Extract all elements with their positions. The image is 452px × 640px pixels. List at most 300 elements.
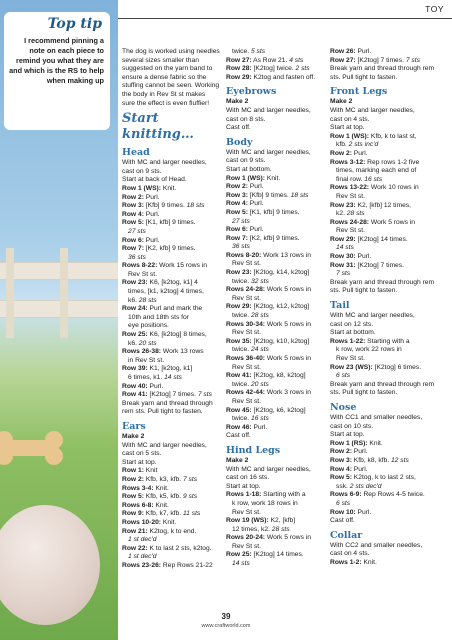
pattern-text: Rev St st.: [232, 329, 261, 337]
row-instruction: [122, 262, 220, 271]
pattern-text: Row 3:: [122, 202, 144, 210]
pattern-text: Row 4:: [122, 210, 144, 218]
pattern-text: Rev St st.: [128, 270, 157, 278]
pattern-text: [122, 493, 220, 502]
pattern-text: [122, 545, 220, 554]
pattern-text: Row 28:: [226, 65, 252, 73]
pattern-text: Row 1 (WS):: [330, 132, 370, 140]
pattern-text: [Kfb] 9 times.: [145, 202, 185, 210]
pattern-text: Row 2:: [330, 448, 352, 456]
pattern-text: [226, 235, 324, 244]
pattern-text: 27 sts: [128, 227, 146, 235]
pattern-text: Row 4:: [330, 465, 352, 473]
pattern-text: 32 sts: [250, 277, 269, 285]
pattern-text: Row 3:: [330, 456, 352, 464]
pattern-text: Rev St st.: [336, 227, 365, 235]
pattern-text: [330, 483, 442, 492]
pattern-text: [K2tog] 7 times.: [357, 56, 404, 64]
pattern-text: [122, 340, 220, 349]
header-rule: [118, 18, 452, 19]
pattern-text: 14 sts: [336, 244, 354, 252]
pattern-text: Row 19 (WS):: [226, 517, 269, 525]
pattern-text: [122, 254, 220, 263]
pattern-text: Row 25:: [226, 551, 252, 559]
pattern-text: Row 2:: [122, 475, 144, 483]
pattern-text: [330, 210, 442, 219]
pattern-text: [330, 509, 442, 518]
pattern-text: [226, 560, 324, 569]
pattern-text: [226, 321, 324, 330]
pattern-text: K1, [k2tog, k1]: [149, 365, 193, 373]
row-instruction: [122, 219, 220, 228]
pattern-text: Row 1 (WS):: [226, 174, 266, 182]
pattern-text: Rows 6-8:: [122, 501, 154, 509]
pattern-text: cast on 5 sts.: [122, 450, 162, 458]
pattern-text: [122, 519, 220, 528]
pattern-text: Purl.: [249, 200, 264, 208]
pattern-text: [330, 262, 442, 271]
pattern-text: [330, 219, 442, 228]
pattern-text: Break yarn and thread through rem sts. Pull tight to fasten.: [330, 380, 435, 397]
pattern-text: Rows 3-4:: [122, 484, 154, 492]
pattern-text: [330, 466, 442, 475]
pattern-text: Rows 13-22:: [330, 184, 370, 192]
pattern-text: [330, 457, 442, 466]
pattern-text: Row 27:: [226, 56, 252, 64]
pattern-text: [330, 159, 442, 168]
pattern-text: Kfb, k7, kfb.: [145, 510, 182, 518]
pattern-text: [330, 253, 442, 262]
pattern-text: [226, 457, 324, 466]
pattern-text: Cast off.: [226, 124, 251, 132]
pattern-text: Rev St st.: [232, 363, 261, 371]
pattern-text: [330, 98, 442, 107]
pattern-text: 14 sts: [232, 560, 250, 568]
row-instruction: [122, 331, 220, 340]
pattern-text: Row 30:: [330, 253, 356, 261]
pattern-text: final row.: [336, 175, 363, 183]
pattern-text: [226, 175, 324, 184]
pattern-text: Knit.: [162, 184, 177, 192]
column-2: [226, 48, 324, 569]
pattern-text: Rev St st.: [336, 355, 365, 362]
pattern-text: twice.: [232, 277, 250, 285]
column-3: [330, 48, 442, 567]
pattern-text: Rev St st.: [232, 508, 261, 516]
knitted-dog: [0, 505, 100, 625]
pattern-text: Make 2: [226, 98, 249, 106]
pattern-text: 14 sts: [164, 374, 182, 381]
pattern-text: Rows 8-22:: [122, 262, 158, 270]
dog-bone-icon: [0, 430, 66, 466]
pattern-text: 6 sts: [336, 372, 351, 380]
pattern-text: [122, 476, 220, 485]
pattern-text: [K2tog] 14 times.: [253, 551, 304, 559]
pattern-text: 12 sts: [390, 456, 409, 464]
pattern-text: 27 sts: [232, 217, 250, 225]
pattern-text: 5 sts: [250, 48, 266, 55]
pattern-text: [122, 502, 220, 511]
pattern-text: Work 5 rows in: [266, 355, 311, 362]
pattern-text: 18 sts: [186, 202, 205, 210]
pattern-text: [122, 562, 220, 571]
pattern-text: Row 2:: [122, 193, 144, 201]
pattern-text: 28 sts: [271, 525, 290, 533]
pattern-text: Purl.: [353, 448, 368, 456]
pattern-text: [226, 200, 324, 209]
pattern-text: K2, [kfb]: [270, 517, 296, 525]
pattern-text: cast on 8 sts.: [226, 115, 266, 123]
pattern-text: [330, 372, 442, 381]
pattern-text: Start at top.: [330, 124, 365, 132]
pattern-text: Rev St st.: [232, 397, 261, 405]
pattern-text: With CC2 and smaller needles,: [330, 541, 423, 549]
pattern-text: Start at top.: [330, 431, 365, 439]
intro-paragraph: The dog is worked using needles several sizes smaller than suggested on the yarn band to ensure a dense fabric so the stuffing cannot be seen. Working the body in Rev St st makes sure the effect is even fluffier!: [122, 48, 220, 107]
row-instruction: [122, 348, 220, 357]
pattern-text: Rep rows 1-2 five: [367, 158, 420, 166]
pattern-text: [226, 534, 324, 543]
hind-legs-heading: Hind Legs: [226, 444, 281, 456]
pattern-text: Rows 1-22:: [330, 337, 366, 345]
pattern-text: With MC and larger needles,: [226, 465, 311, 473]
pattern-text: [330, 270, 442, 279]
tip-title: Top tip: [47, 16, 102, 32]
pattern-text: [K1, kfb] 9 times.: [249, 208, 300, 216]
pattern-text: Kfb, k3, kfb.: [145, 475, 182, 483]
pattern-text: 28 sts: [138, 296, 157, 304]
pattern-text: [226, 48, 324, 57]
pattern-text: Row 39:: [122, 365, 148, 373]
pattern-text: [122, 297, 220, 306]
pattern-text: 16 sts: [250, 415, 269, 423]
pattern-text: 36 sts: [128, 253, 146, 261]
pattern-text: [226, 526, 324, 535]
pattern-text: Purl.: [357, 48, 372, 55]
pattern-text: cast on 4 sts.: [330, 550, 370, 558]
pattern-text: k row, work 18 rows in: [232, 499, 298, 507]
pattern-text: Row 29:: [330, 235, 356, 243]
pattern-text: Row 23:: [122, 279, 148, 287]
pattern-text: Row 7:: [226, 234, 248, 242]
pattern-text: [330, 141, 442, 150]
pattern-text: Row 45:: [226, 406, 252, 414]
instruction: cast on 9 sts.: [122, 167, 162, 175]
pattern-text: Start at bottom.: [226, 165, 272, 173]
pattern-text: kfb.: [336, 141, 347, 149]
pattern-text: [122, 467, 220, 476]
pattern-text: [226, 98, 324, 107]
pattern-text: [226, 65, 324, 74]
pattern-text: Cast off.: [226, 432, 251, 440]
pattern-text: [330, 184, 442, 193]
pattern-text: Rep Rows 21-22: [162, 561, 213, 569]
pattern-text: [226, 303, 324, 312]
pattern-text: Purl.: [149, 382, 164, 390]
pattern-text: [226, 355, 324, 364]
pattern-text: Row 40:: [122, 382, 148, 390]
pattern-text: Kfb, k to last st,: [370, 132, 417, 140]
pattern-text: Purl.: [249, 183, 264, 191]
pattern-text: Work 10 rows in: [370, 184, 419, 192]
pattern-text: Rows 20-24:: [226, 534, 266, 542]
pattern-text: With MC and larger needles,: [330, 312, 415, 320]
pattern-text: [122, 528, 220, 537]
pattern-text: Rev St st.: [232, 294, 261, 302]
pattern-text: Knit.: [155, 484, 169, 492]
row-instruction: [122, 245, 220, 254]
pattern-text: 9 sts: [182, 493, 198, 501]
pattern-text: 4 sts: [289, 56, 304, 64]
pattern-text: [226, 57, 324, 66]
pattern-text: Row 23:: [226, 269, 252, 277]
pattern-text: [226, 252, 324, 261]
body-heading: Body: [226, 136, 253, 148]
pattern-text: Kfb, k5, kfb.: [145, 493, 182, 501]
pattern-text: Row 2:: [330, 149, 352, 157]
pattern-text: Row 23 (WS):: [330, 363, 373, 371]
pattern-text: Row 3:: [226, 191, 248, 199]
pattern-text: Work 5 rows in: [370, 218, 415, 226]
pattern-text: [226, 381, 324, 390]
pattern-text: Make 2: [330, 98, 353, 106]
pattern-text: Row 9:: [122, 510, 144, 518]
pattern-text: [330, 500, 442, 509]
pattern-text: [K2tog, k10, k2tog]: [253, 337, 310, 345]
pattern-text: 1 st dec'd: [128, 536, 157, 544]
pattern-text: K6, [k2tog, k1] 4: [149, 279, 198, 287]
pattern-text: [330, 57, 442, 66]
pattern-text: [226, 389, 324, 398]
pattern-text: [226, 269, 324, 278]
pattern-text: [330, 236, 442, 245]
pattern-text: [122, 553, 220, 562]
pattern-text: Work 5 rows in: [266, 534, 311, 542]
pattern-text: [226, 372, 324, 381]
tail-heading: Tail: [330, 300, 350, 312]
pattern-text: Row 10:: [330, 508, 356, 516]
pattern-text: K2tog, k to end.: [149, 527, 197, 535]
pattern-text: cast on 10 sts.: [330, 422, 374, 430]
pattern-text: K2tog, k to last 2 sts,: [353, 474, 416, 482]
pattern-text: Start at top.: [122, 458, 157, 466]
pattern-text: eye positions.: [128, 322, 169, 330]
pattern-text: [122, 433, 220, 442]
pattern-text: [K2tog, k6, k2tog]: [253, 406, 306, 414]
pattern-text: Work 5 rows in: [266, 286, 311, 294]
section-label: TOY: [425, 4, 444, 14]
pattern-text: [122, 510, 220, 519]
pattern-text: Work 5 rows in: [266, 320, 311, 328]
nose-heading: Nose: [330, 401, 357, 413]
pattern-text: Kfb, k8, kfb.: [353, 456, 390, 464]
pattern-text: Break yarn and thread through rem sts. Pull tight to fasten.: [330, 65, 435, 81]
row-instruction: [122, 305, 220, 314]
pattern-text: Row 1 (RS):: [330, 439, 368, 447]
pattern-text: [330, 48, 442, 57]
pattern-text: Rows 23-26:: [122, 561, 162, 569]
pattern-text: k2.: [336, 210, 345, 218]
pattern-text: 20 sts: [250, 380, 269, 388]
pattern-text: times, marking each end of: [336, 167, 417, 175]
fence-rail-lower: [0, 300, 118, 318]
pattern-text: Row 6:: [122, 236, 144, 244]
pattern-text: Row 21:: [122, 527, 148, 535]
fence-post: [6, 248, 14, 338]
pattern-text: cast on 4 sts.: [330, 115, 370, 123]
pattern-text: Rev St st.: [232, 542, 261, 550]
pattern-text: [122, 536, 220, 545]
pattern-text: [122, 228, 220, 237]
pattern-text: Rows 30-34:: [226, 320, 266, 328]
pattern-text: Work 15 rows in: [159, 262, 207, 270]
pattern-text: [K2tog, k8, k2tog]: [253, 372, 306, 380]
pattern-text: 2 sts inc'd: [348, 141, 379, 149]
pattern-text: [226, 312, 324, 321]
front-legs-heading: Front Legs: [330, 86, 388, 98]
pattern-text: Purl and mark the: [149, 305, 203, 313]
pattern-text: 6 sts: [336, 499, 351, 507]
pattern-text: Row 31:: [330, 261, 356, 269]
row-instruction: [122, 391, 220, 400]
pattern-text: [330, 448, 442, 457]
pattern-text: 1 st dec'd: [128, 553, 157, 561]
pattern-text: Purl.: [353, 465, 368, 473]
pattern-text: 7 sts: [405, 56, 420, 64]
pattern-text: [226, 407, 324, 416]
pattern-text: [226, 74, 324, 83]
pattern-text: [226, 243, 324, 252]
collar-heading: Collar: [330, 529, 363, 541]
pattern-text: Row 5:: [226, 208, 248, 216]
pattern-text: Row 41:: [226, 372, 252, 380]
pattern-text: Knit.: [162, 518, 177, 526]
pattern-text: [226, 226, 324, 235]
pattern-text: k6.: [128, 296, 137, 304]
pattern-text: 28 sts: [250, 312, 269, 320]
pattern-text: Knit.: [363, 558, 377, 566]
row-instruction: [122, 185, 220, 194]
pattern-text: [330, 440, 442, 449]
pattern-text: twice.: [232, 415, 250, 423]
pattern-text: [226, 183, 324, 192]
pattern-text: Make 2: [226, 456, 249, 464]
pattern-text: [226, 491, 324, 500]
pattern-text: Rows 1-18:: [226, 491, 262, 499]
tip-box: [4, 12, 110, 130]
pattern-text: twice.: [232, 312, 250, 320]
pattern-text: As Row 21.: [253, 56, 288, 64]
pattern-text: [330, 559, 442, 568]
pattern-text: k6.: [128, 339, 137, 347]
pattern-text: Row 41:: [122, 391, 148, 399]
pattern-text: [122, 374, 220, 383]
page-header: [118, 0, 452, 18]
pattern-text: [226, 551, 324, 560]
pattern-text: Knit.: [369, 439, 383, 447]
pattern-text: Purl.: [357, 508, 372, 516]
pattern-text: [226, 424, 324, 433]
pattern-text: K2, [kfb] 12 times,: [357, 201, 412, 209]
row-instruction: [122, 194, 220, 203]
pattern-text: Purl.: [145, 210, 160, 218]
footer-url: www.craftworld.com: [201, 623, 251, 629]
pattern-text: Rev St st.: [232, 260, 261, 268]
ears-heading: Ears: [122, 420, 146, 432]
pattern-text: [330, 133, 442, 142]
pattern-text: 16 sts: [364, 175, 383, 183]
pattern-text: [226, 278, 324, 287]
pattern-text: 7 sts: [336, 270, 351, 278]
pattern-text: [K2tog] twice.: [253, 65, 294, 73]
pattern-text: Rev St st.: [336, 192, 365, 200]
pattern-text: Row 26:: [330, 48, 356, 55]
pattern-text: [Kfb] 9 times.: [249, 191, 289, 199]
pattern-text: Work 13 rows: [162, 348, 204, 356]
fence-post: [60, 248, 68, 338]
instruction: With MC and larger needles,: [122, 159, 207, 167]
pattern-text: Knit.: [155, 501, 169, 509]
pattern-text: Purl.: [253, 423, 268, 431]
pattern-text: Rows 1-2:: [330, 558, 362, 566]
row-instruction: [122, 237, 220, 246]
pattern-text: [226, 209, 324, 218]
pattern-text: Row 5:: [122, 219, 144, 227]
pattern-text: With MC and larger needles,: [330, 106, 415, 114]
fence-rail-upper: [0, 262, 118, 280]
pattern-text: Row 6:: [226, 226, 248, 234]
pattern-text: 10th and 18th sts for: [128, 313, 189, 321]
pattern-text: Row 22:: [122, 544, 148, 552]
pattern-text: Row 1:: [122, 467, 144, 475]
pattern-text: [330, 491, 442, 500]
pattern-text: With MC and larger needles,: [122, 441, 207, 449]
pattern-text: Purl.: [145, 236, 160, 244]
pattern-text: [K2tog] 6 times.: [374, 363, 422, 371]
pattern-text: Rows 24-28:: [226, 286, 266, 294]
pattern-text: [330, 150, 442, 159]
instruction: Break yarn and thread through rem sts. Pull tight to fasten.: [122, 399, 213, 416]
pattern-text: [330, 338, 442, 347]
pattern-text: Purl.: [353, 149, 368, 157]
pattern-text: [122, 485, 220, 494]
pattern-text: Row 46:: [226, 423, 252, 431]
pattern-text: 7 sts: [182, 475, 198, 483]
pattern-text: Row 35:: [226, 337, 252, 345]
pattern-text: [226, 218, 324, 227]
pattern-text: With MC and larger needles,: [226, 106, 311, 114]
pattern-text: Rows 42-44:: [226, 389, 266, 397]
pattern-text: 6 times, k1.: [128, 374, 163, 381]
head-heading: Head: [122, 147, 150, 159]
pattern-text: Row 7:: [122, 245, 144, 253]
pattern-text: Row 27:: [330, 56, 356, 64]
pattern-text: 7 sts: [197, 391, 212, 399]
pattern-text: [K1, kfb] 9 times.: [145, 219, 196, 227]
column-1: [122, 48, 220, 570]
pattern-text: cast on 9 sts.: [226, 157, 266, 165]
pattern-text: [K2tog, k14, k2tog]: [253, 269, 310, 277]
pattern-text: twice.: [232, 380, 250, 388]
row-instruction: [122, 202, 220, 211]
pattern-text: ssk.: [336, 482, 348, 490]
pattern-text: Row 2:: [226, 183, 248, 191]
pattern-text: K2tog and fasten off.: [253, 73, 316, 81]
pattern-text: Row 29:: [226, 73, 252, 81]
start-heading: Start knitting…: [122, 111, 194, 143]
pattern-text: Make 2: [122, 432, 145, 440]
pattern-text: Break yarn and thread through rem sts. Pull tight to fasten.: [330, 278, 435, 295]
